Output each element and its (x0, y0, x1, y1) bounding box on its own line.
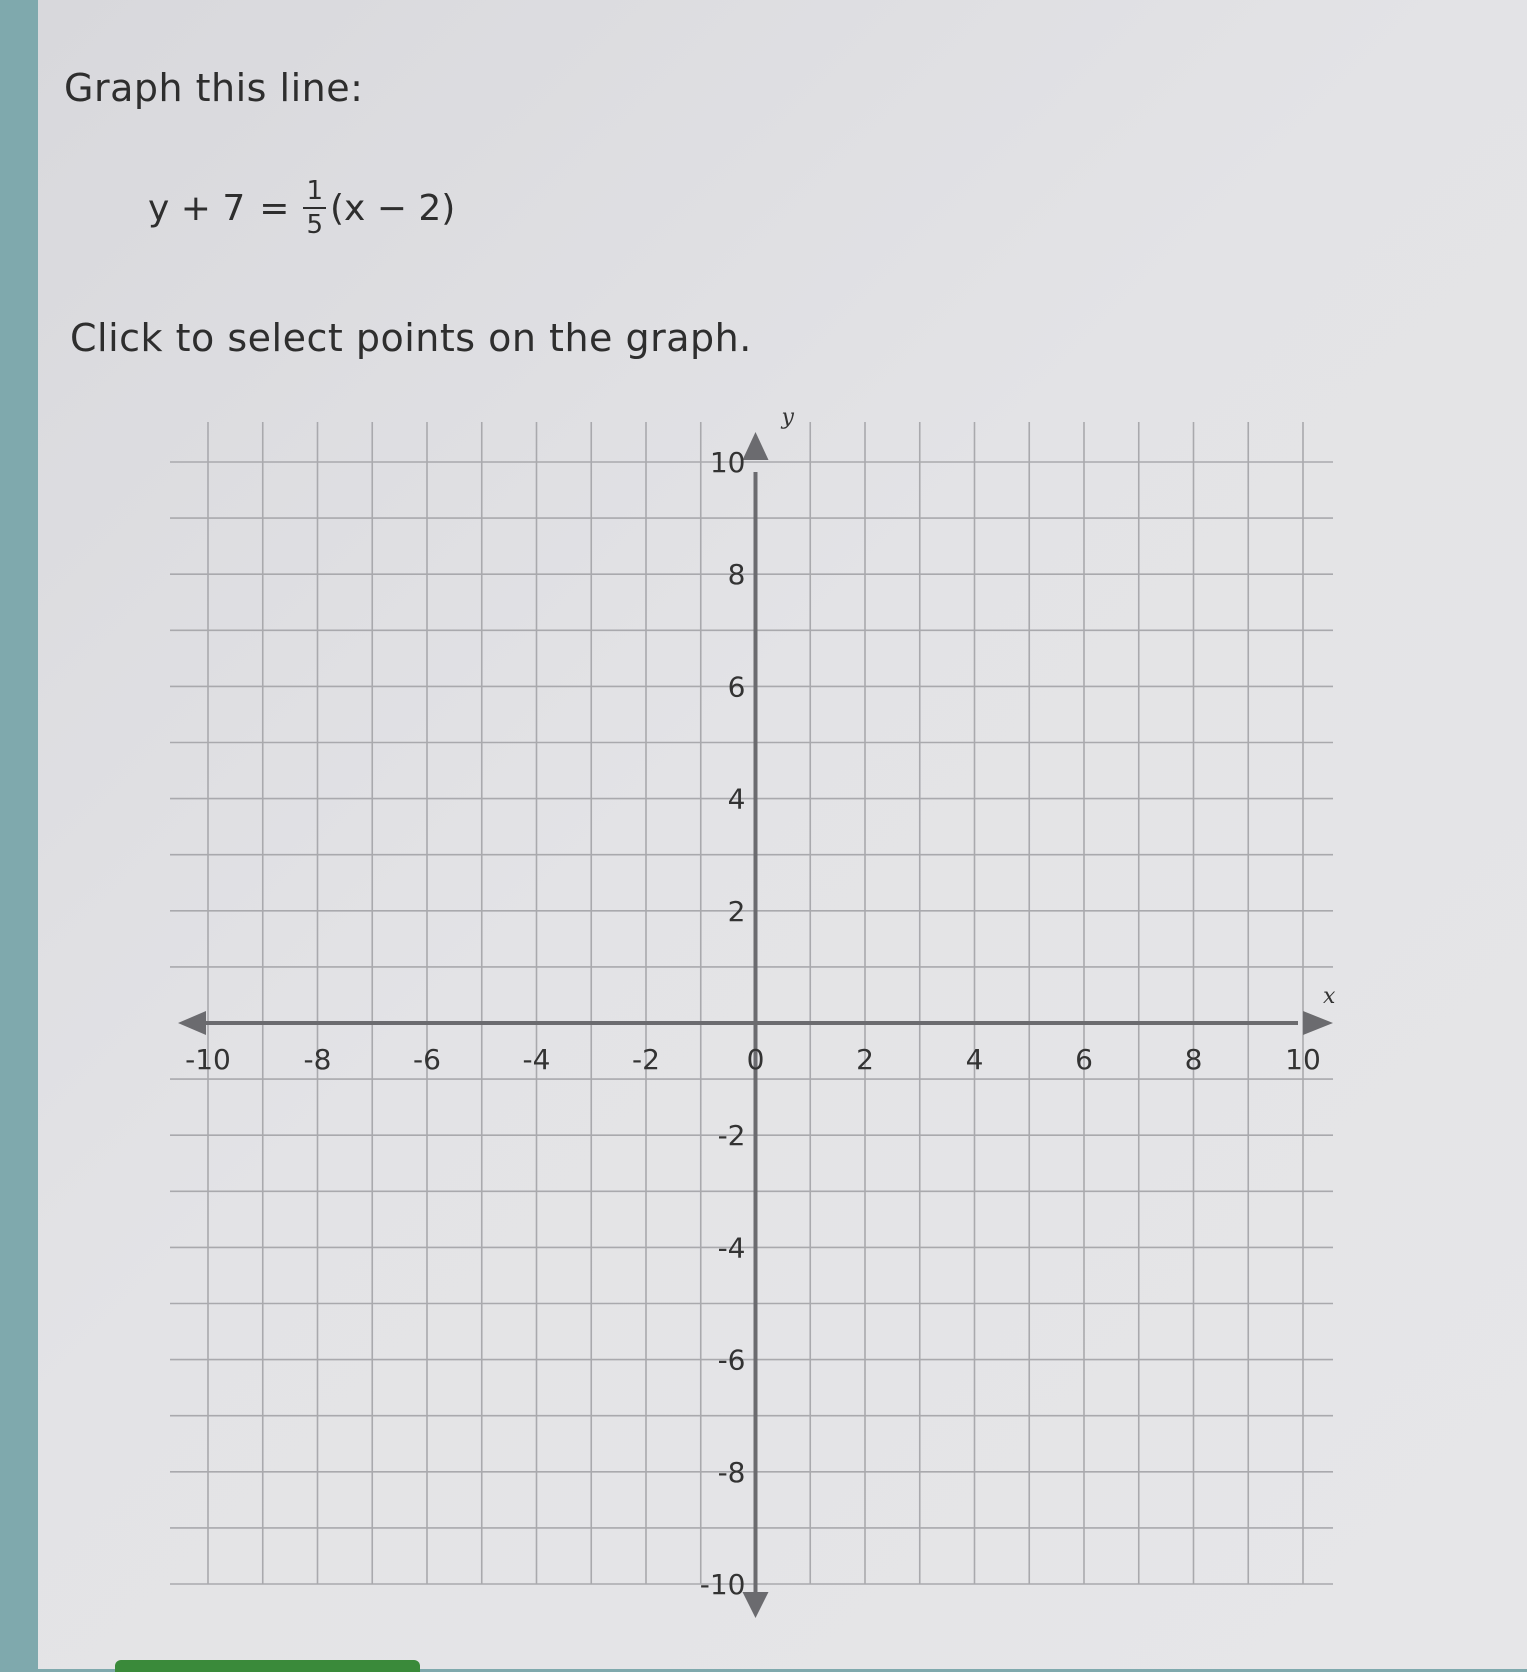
x-axis-left-arrow-icon (178, 1011, 206, 1035)
x-tick-label: 10 (1285, 1043, 1321, 1076)
y-axis-down-arrow-icon (743, 1592, 769, 1618)
x-tick-label: 4 (965, 1043, 984, 1076)
fraction-denominator: 5 (306, 210, 323, 240)
y-tick-label: -10 (699, 1568, 746, 1601)
y-tick-label: -6 (717, 1343, 746, 1377)
equation-rhs-tail: (x − 2) (329, 187, 456, 229)
x-axis-name: x (1323, 984, 1336, 1009)
x-tick-label: -2 (632, 1043, 660, 1076)
fraction-numerator: 1 (303, 178, 326, 209)
y-tick-label: 8 (727, 558, 746, 592)
y-tick-label: -8 (717, 1455, 746, 1489)
instruction-text: Click to select points on the graph. (70, 316, 752, 360)
x-tick-label: 0 (746, 1043, 765, 1076)
y-tick-label: -2 (717, 1119, 746, 1153)
x-axis-right-arrow-icon (1303, 1011, 1333, 1035)
y-tick-label: 10 (709, 446, 746, 479)
equation-equals: = (259, 187, 290, 229)
y-axis-up-arrow-icon (743, 432, 769, 460)
equation-lhs: y + 7 (148, 187, 246, 229)
submit-button[interactable] (115, 1660, 420, 1672)
y-axis-name: y (781, 405, 794, 430)
x-tick-label: 8 (1184, 1043, 1203, 1076)
x-tick-label: -6 (413, 1043, 441, 1076)
y-tick-label: 2 (727, 894, 746, 928)
y-tick-label: 4 (727, 782, 746, 816)
question-prompt: Graph this line: (64, 66, 364, 110)
x-tick-label: -4 (522, 1043, 551, 1076)
x-tick-label: 2 (856, 1043, 874, 1076)
x-tick-label: -8 (303, 1043, 332, 1076)
x-tick-label: 6 (1075, 1043, 1093, 1076)
y-tick-label: -4 (717, 1231, 746, 1265)
x-tick-label: -10 (185, 1043, 231, 1076)
y-tick-label: 6 (727, 670, 746, 704)
